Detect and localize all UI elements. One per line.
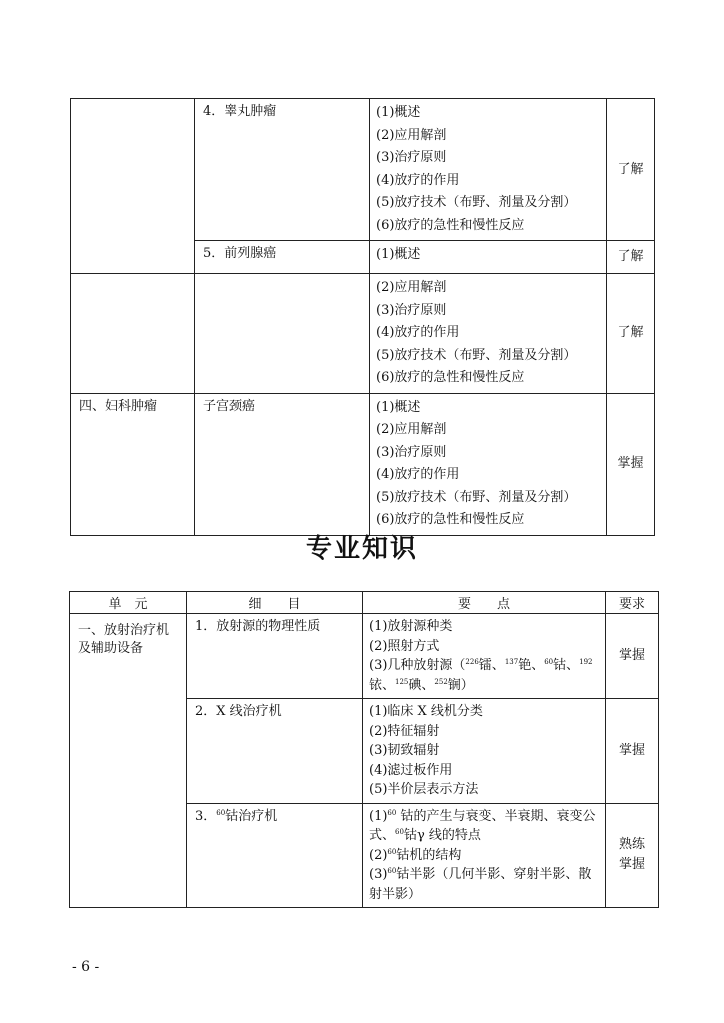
- points-cell: [363, 699, 606, 804]
- column-header-unit: 单 元: [70, 592, 187, 614]
- requirement-cell: 了解: [607, 241, 655, 274]
- list-item: (4)滤过板作用: [369, 762, 453, 778]
- list-item: (3)韧致辐射: [369, 743, 440, 758]
- section-title: 专业知识: [305, 534, 418, 564]
- unit-cell: [71, 274, 195, 394]
- list-item: (6)放疗的急性和慢性反应: [376, 370, 525, 385]
- isotope-mass-number: 60: [387, 867, 397, 875]
- list-item: (5)放疗技术（布野、剂量及分割）: [376, 347, 577, 363]
- list-item: (3)几种放射源（$^{226}$镭、$^{137}$铯、$^{60}$钴、$^{192}$铱、$^{125}$碘、$^{252}$锎）: [369, 658, 593, 693]
- list-item: (3)治疗原则: [376, 302, 447, 318]
- list-item: (6)放疗的急性和慢性反应: [376, 512, 525, 527]
- syllabus-table-continued: [70, 98, 655, 536]
- list-item: (1)概述: [376, 399, 421, 415]
- column-header-detail: 细 目: [187, 592, 363, 614]
- professional-knowledge-table: [69, 591, 659, 908]
- list-item: (2)应用解剖: [376, 127, 447, 143]
- list-item: (5)放疗技术（布野、剂量及分割）: [376, 195, 577, 210]
- list-item: $(1)^{60}$ 钴的产生与衰变、半衰期、衰变公式、$^{60}$钴γ 线的特点: [369, 808, 596, 843]
- detail-cell: 子宫颈癌: [195, 393, 370, 535]
- list-item: (1)概述: [376, 247, 421, 262]
- points-cell: [370, 393, 607, 535]
- list-item: (2)应用解剖: [376, 280, 447, 295]
- list-item: (3)治疗原则: [376, 444, 447, 460]
- detail-cell: 2．X 线治疗机: [187, 699, 363, 804]
- requirement-cell: 掌握: [606, 614, 659, 699]
- table-header-row: [70, 592, 659, 614]
- list-item: (6)放疗的急性和慢性反应: [376, 217, 525, 233]
- detail-cell: [195, 274, 370, 394]
- list-item: (1)临床 X 线机分类: [369, 704, 483, 719]
- unit-cell: 四、妇科肿瘤: [71, 393, 195, 535]
- unit-cell: 一、放射治疗机及辅助设备: [70, 614, 187, 908]
- table-row: [70, 614, 659, 699]
- isotope-mass-number: 252: [434, 677, 448, 686]
- list-item: (1)概述: [376, 105, 421, 120]
- list-item: (2)应用解剖: [376, 422, 447, 437]
- detail-cell: 5．前列腺癌: [195, 241, 370, 274]
- isotope-mass-number: 192: [579, 658, 593, 666]
- page-number: - 6 -: [72, 959, 100, 975]
- points-cell: [363, 614, 606, 699]
- list-item: $(3)^{60}$钴半影（几何半影、穿射半影、散射半影）: [369, 867, 592, 902]
- points-cell: [370, 99, 607, 241]
- list-item: (1)放射源种类: [369, 619, 453, 634]
- table-row: [71, 274, 655, 394]
- points-cell: [370, 241, 607, 274]
- detail-cell: 4．睾丸肿瘤: [195, 99, 370, 241]
- points-cell: [370, 274, 607, 394]
- points-cell: [363, 803, 606, 908]
- requirement-cell: 了解: [607, 274, 655, 394]
- isotope-mass-number: 125: [395, 677, 409, 686]
- isotope-mass-number: 226: [465, 658, 479, 666]
- list-item: (2)照射方式: [369, 638, 440, 654]
- list-item: (4)放疗的作用: [376, 172, 460, 188]
- list-item: (5)半价层表示方法: [369, 782, 479, 797]
- requirement-cell: 熟练掌握: [606, 803, 659, 908]
- column-header-points: 要 点: [363, 592, 606, 614]
- requirement-cell: 掌握: [606, 699, 659, 804]
- isotope-mass-number: 60: [395, 828, 404, 836]
- unit-cell: [71, 99, 195, 274]
- table-row: [71, 393, 655, 535]
- table-row: [71, 99, 655, 241]
- isotope-mass-number: 137: [504, 658, 519, 666]
- list-item: (4)放疗的作用: [376, 325, 460, 340]
- list-item: (4)放疗的作用: [376, 467, 460, 482]
- column-header-requirement: 要求: [606, 592, 659, 614]
- requirement-cell: 了解: [607, 99, 655, 241]
- list-item: (5)放疗技术（布野、剂量及分割）: [376, 489, 577, 505]
- list-item: (2)特征辐射: [369, 723, 440, 739]
- detail-cell: 3．$^{60}$钴治疗机: [187, 803, 363, 908]
- isotope-mass-number: 60: [216, 808, 226, 817]
- detail-cell: 1．放射源的物理性质: [187, 614, 363, 699]
- list-item: (3)治疗原则: [376, 150, 447, 165]
- requirement-cell: 掌握: [607, 393, 655, 535]
- isotope-mass-number: 60: [387, 847, 397, 856]
- isotope-mass-number: 60: [544, 658, 554, 666]
- list-item: $(2)^{60}$钴机的结构: [369, 847, 462, 863]
- isotope-mass-number: 60: [387, 808, 397, 817]
